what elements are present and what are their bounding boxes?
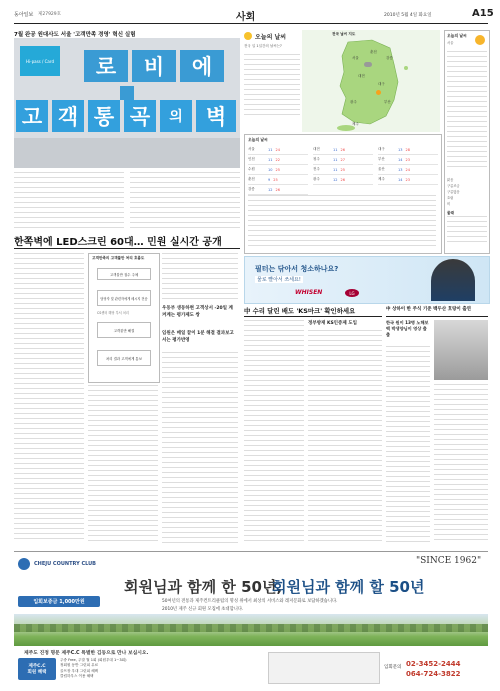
forecast-table-body	[248, 195, 436, 249]
right-col-1	[386, 346, 430, 543]
right-rule	[386, 316, 488, 317]
benefit-item: 골프장 우대 그린피 혜택	[60, 668, 99, 673]
issue-number: 제27929호	[38, 12, 62, 17]
tile-9: 벽	[196, 100, 236, 132]
banner-caption-2	[130, 172, 240, 228]
tide-box	[447, 211, 487, 244]
whisen-ad	[244, 256, 490, 304]
tile-3: 에	[180, 50, 224, 82]
right-weather-table	[447, 51, 487, 171]
forecast-row	[313, 145, 373, 155]
fc-city: 서울	[248, 147, 255, 151]
right-subhead	[386, 320, 430, 338]
right-headline: 中 상하이 한 주식 기준 백두산 호랑이 출연	[386, 307, 472, 312]
fc-low: 11	[333, 157, 338, 162]
flow-step-3	[97, 322, 151, 338]
tree-line	[14, 624, 488, 632]
fc-high: 26	[340, 147, 345, 152]
club-logo-mark	[18, 558, 30, 570]
forecast-row	[378, 155, 438, 165]
flow-step-4-label: 처리 결과 고객에게 통보	[106, 356, 142, 361]
page-number: A15	[472, 8, 494, 19]
weather-map	[302, 30, 440, 132]
golf-bottom-title: 제주도 진정 명문 제주C.C 특별한 김동으로 만나 보십시오.	[24, 651, 149, 656]
golf-course-photo	[14, 614, 488, 646]
tide-title: 물때	[447, 211, 454, 215]
mid-subhead: 정부방재 KS인증제 도입	[308, 321, 357, 326]
golf-body-1: 50여년의 전통과 제주컨트리클럽의 명성 위에서 최상의 서비스와 레저문화로 보답하겠습니다.	[162, 599, 338, 604]
issue-date: 2010년 5월 4일 화요일	[384, 13, 432, 18]
tide-table	[447, 216, 487, 244]
tile-6: 통	[88, 100, 120, 132]
forecast-row	[378, 145, 438, 155]
masthead	[14, 8, 494, 23]
paper-name: 동아일보	[14, 12, 34, 18]
fc-low: 12	[333, 177, 338, 182]
section-title: 사회	[236, 12, 256, 23]
fc-city: 강릉	[248, 187, 255, 191]
ad-maker-logo	[345, 289, 359, 297]
forecast-col-c	[378, 145, 438, 185]
mid-col-1	[244, 320, 304, 543]
fc-high: 28	[405, 147, 410, 152]
flow-step-2-label: 담당자 및 관련자에게 메시지 전송	[100, 296, 148, 301]
benefit-item: 클럽하우스 이용 혜택	[60, 674, 94, 679]
forecast-row	[248, 175, 308, 185]
right-weather-sun-icon	[475, 35, 485, 45]
weather-header	[244, 30, 299, 52]
fc-high: 25	[273, 177, 278, 182]
map-title: 전국 날씨 지도	[332, 32, 356, 36]
lead-rule	[14, 248, 240, 249]
fc-city: 제주	[378, 177, 385, 181]
fc-high: 22	[275, 157, 280, 162]
golf-body-2: 2010년 제주 신규 회원 모집에 초대합니다.	[162, 607, 244, 612]
forecast-row	[248, 165, 308, 175]
fc-low: 13	[398, 167, 403, 172]
fc-city: 전주	[313, 167, 320, 171]
right-col-2	[434, 384, 488, 543]
flow-step-1	[97, 268, 151, 280]
map-city-10: 대구	[378, 82, 385, 86]
fc-city: 광주	[313, 177, 320, 181]
fc-city: 울산	[378, 167, 385, 171]
fc-high: 26	[340, 177, 345, 182]
lead-col-1	[14, 253, 84, 543]
fc-low: 11	[333, 147, 338, 152]
benefit-item: 정회원 동반 그린피 무료	[60, 663, 99, 668]
lead-col-2	[88, 385, 158, 543]
ad-maker: LG	[349, 290, 355, 296]
forecast-row	[313, 165, 373, 175]
banner-caption	[14, 172, 124, 228]
tile-4: 고	[16, 100, 48, 132]
tile-small	[120, 86, 134, 100]
forecast-col-a	[248, 145, 308, 195]
flow-title: 고객만족의 고객불만 처리 흐름도	[92, 256, 145, 260]
flow-step-4	[97, 350, 151, 366]
legend-item: 흐림	[447, 196, 454, 200]
pull-quote-2	[162, 330, 238, 344]
fc-high: 24	[275, 147, 280, 152]
right-weather-sub: 서울	[447, 41, 454, 45]
floor	[14, 138, 240, 168]
forecast-row	[378, 175, 438, 185]
forecast-row	[378, 165, 438, 175]
signage-label: Hi-pass / Card	[26, 58, 54, 64]
tile-5: 객	[52, 100, 84, 132]
tile-2: 비	[132, 50, 176, 82]
map-cloud-icon-1	[364, 62, 372, 67]
fc-high: 23	[405, 157, 410, 162]
legend-item: 맑음	[447, 178, 454, 182]
right-weather-legend	[447, 177, 487, 207]
phone-2: 064-724-3822	[406, 670, 461, 678]
mid-rule	[244, 316, 382, 317]
pull-quote-2-text: 임원은 매일 끝이 1분 해결 결과보고서는 평가반영	[162, 331, 234, 343]
forecast-row	[248, 155, 308, 165]
tile-1: 로	[84, 50, 128, 82]
fc-city: 대전	[313, 147, 320, 151]
fc-high: 25	[340, 167, 345, 172]
member-badge-line-2: 회원 혜택	[27, 670, 47, 675]
map-city-9: 광주	[350, 100, 357, 104]
forecast-row	[313, 155, 373, 165]
mid-col-2	[308, 330, 382, 543]
fc-low: 12	[268, 187, 273, 192]
fc-city: 부산	[378, 157, 385, 161]
forecast-grid-title: 오늘의 날씨	[248, 137, 268, 142]
ad-model-photo	[431, 259, 475, 301]
deposit-pill	[18, 596, 100, 607]
fc-low: 9	[268, 177, 271, 182]
fc-city: 인천	[248, 157, 255, 161]
flow-step-1-label: 고객불만 접수 주체	[109, 272, 139, 277]
weather-text	[244, 54, 300, 118]
fc-low: 13	[398, 147, 403, 152]
fc-city: 청주	[313, 157, 320, 161]
map-city-11: 부산	[384, 100, 391, 104]
banner-photo	[14, 38, 240, 168]
fc-low: 11	[268, 147, 273, 152]
mid-headline: 中 수리 달린 배도 'KS마크' 확인하세요	[244, 307, 356, 315]
forecast-row	[248, 145, 308, 155]
flow-step-2	[97, 290, 151, 306]
fc-high: 25	[275, 167, 280, 172]
right-photo	[434, 320, 488, 380]
golf-headline-a: 회원님과 함께 한 50년,	[124, 578, 283, 596]
tile-8: 의	[160, 100, 192, 132]
map-city-1: 서울	[352, 56, 359, 60]
map-city-13: 제주	[352, 122, 359, 126]
right-subhead-text: 한국 원이 13명 노해보 백 박생양님이 영상 출출	[386, 320, 429, 337]
flow-note: CS센터 해당 부서 처리	[97, 311, 129, 315]
fc-low: 14	[398, 157, 403, 162]
pull-quote-1	[162, 305, 238, 319]
deposit-pill-text: 입회보증금 1,000만원	[33, 599, 85, 605]
signage-panel	[20, 46, 60, 76]
fc-city: 수원	[248, 167, 255, 171]
ad-line-1: 필터는 닦아서 청소하나요?	[255, 265, 339, 273]
phone-1: 02-3452-2444	[406, 660, 461, 668]
fc-city: 대구	[378, 147, 385, 151]
map-city-5: 강릉	[386, 56, 393, 60]
lead-headline: 한쪽벽에 LED스크린 60대… 민원 실시간 공개	[14, 237, 222, 248]
fc-high: 24	[405, 167, 410, 172]
right-weather-title: 오늘의 날씨	[447, 33, 467, 38]
golf-ad	[14, 551, 488, 684]
ad-brand: WHISEN	[295, 289, 323, 296]
right-weather-panel	[444, 30, 490, 254]
legend-item: 구름많음	[447, 190, 460, 194]
map-city-4: 춘천	[370, 50, 377, 54]
fc-city: 춘천	[248, 177, 255, 181]
inquiry-label: 입회문의	[384, 665, 402, 670]
flow-chart	[88, 253, 160, 383]
fc-high: 27	[340, 157, 345, 162]
pull-quote-1-text: 우동부 생동하현 고객상서 -20일 계 켜계는 평가제도 쌍	[162, 306, 233, 318]
map-city-6: 대전	[358, 74, 365, 78]
benefit-item: 주중 Free, 주말 월 1회 (회원우대 1~3회)	[60, 658, 127, 662]
forecast-row	[313, 175, 373, 185]
club-name: CHEJU COUNTRY CLUB	[34, 561, 96, 567]
golf-headline-b: 회원님과 함께 할 50년	[272, 578, 425, 596]
member-badge	[18, 658, 56, 680]
masthead-rule	[14, 23, 488, 24]
mini-map	[268, 652, 380, 684]
member-badge-line-1: 제주C.C	[28, 664, 46, 669]
banner-headline: 7월 완공 원대사도 서울 '고객만족 경영' 혁신 실험	[14, 32, 136, 38]
flow-step-3-label: 고객불만 해결	[113, 328, 135, 333]
fc-high: 23	[405, 177, 410, 182]
lead-col-3	[162, 352, 238, 543]
fc-low: 10	[268, 167, 273, 172]
forecast-grid	[244, 134, 442, 254]
fc-low: 11	[268, 157, 273, 162]
forecast-row	[248, 185, 308, 195]
weather-subtitle: 전국 일 1일간의 날씨는?	[244, 44, 282, 48]
fc-low: 14	[398, 177, 403, 182]
ad-line-2: 물로 빨아서 쓰세요!	[257, 277, 301, 283]
legend-item: 구름조금	[447, 184, 460, 188]
legend-item: 비	[447, 202, 451, 206]
fc-high: 26	[275, 187, 280, 192]
weather-title: 오늘의 날씨	[255, 34, 287, 41]
since-label: "SINCE 1962"	[416, 556, 482, 566]
weather-sun-icon	[244, 32, 252, 40]
lead-col-3-top	[162, 253, 238, 301]
forecast-col-b	[313, 145, 373, 185]
fc-low: 11	[333, 167, 338, 172]
benefits-list	[60, 658, 260, 680]
tile-7: 곡	[124, 100, 156, 132]
map-sun-icon-1	[376, 90, 381, 95]
